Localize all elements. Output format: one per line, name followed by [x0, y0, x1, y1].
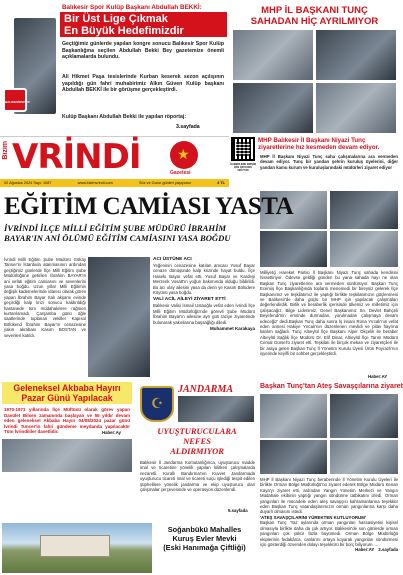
qr-box[interactable]	[229, 136, 257, 186]
crescent-star-icon: ☪	[151, 395, 164, 411]
mhp-top-headline-line-1: MHP İL BAŞKANI TUNÇ	[261, 5, 368, 16]
tunc-ates-photo-1	[260, 394, 327, 438]
akbaba-headline	[2, 382, 132, 404]
jandarma-title: JANDARMA	[178, 384, 234, 395]
tunc-ates-headline: Başkan Tunç'tan Ateş Savaşçılarına ziyaret	[260, 383, 403, 390]
club-badge	[3, 88, 30, 112]
mhp-top-photo-3	[233, 83, 313, 133]
top-story-headline-line-1: Bir Üst Lige Çıkmak	[64, 13, 168, 25]
main-byline: Muhammet Karakaya	[209, 326, 255, 332]
mhp-side-headline: MHP Balıkesir İl Başkanı Niyazi Tunç ziyaretlerine hız kesmeden devam ediyor.	[258, 137, 380, 152]
tunc-ates-byline-text: Haber:AY	[355, 547, 375, 553]
masthead	[0, 136, 229, 186]
akbaba-story	[0, 382, 134, 472]
main-col-2	[153, 257, 255, 381]
main-col-2-text-2: Balıkesir Valisi İsmail Ustaoğlu vefat eden İvrindi İlçe Milli Eğitim Müdürlüğü'nde görevli Şube Müdürü İbrahim Bayar'ın ailesine ayrı gün taziye ziyaretinde bulunarak yakınlarına başsağlığı diledi.	[153, 303, 255, 325]
tunc-ates-photo-3	[260, 440, 327, 474]
top-story	[0, 0, 227, 135]
mhp-top-story	[229, 0, 400, 135]
jandarma-subtitle-1: UYUŞTURUCULARA	[157, 426, 237, 436]
tunc-ates-byline	[260, 547, 398, 552]
mhp-top-headline	[233, 5, 396, 27]
main-story	[0, 187, 294, 381]
tunc-ates-body: MHP İl Başkanı Niyazi Tunç beraberinde İl Yönetim Kurulu Üyeleri ile birlikte Orman Bölge Müdürlüğü'nü ziyaret ederek Bölge Müdürü Kenan Kaya'yı ziyaret etti, ardından Yangın Yönetim Merkezi ve Yangın Müdahale ekibinin yaptığı yangın söndürme tatbikatını izledi. Orman yangınları ile mücadele eden ateş savaşçısı kahramanlarına teşekkür eden Başkan Tunç vatandaşlarımızın orman yangınlarına karşı daha duyarlı olmasını istedi.	[260, 477, 398, 515]
tunc-ates-body-2: Başkan Tunç 'Yaz aylarında orman yangınları hassasiyetini kişisel olmasıyla birlikte daha da çok artıyor. Balıkesir'de son günlerde orman yangınları çok şükür fazla büyümedi. Orman Bölge Müdürlüğü ekiplerinin fedakârca, canlarını ortaya koyarak yangınları söndürmesi için gösterdiği özveriden dolayı teşekkürü bir borç biliyorum. ...	[260, 520, 398, 548]
soganbuku-headline-3: (Eski Hanımağa Çiftliği)	[163, 543, 246, 552]
tunc-ates-story	[258, 382, 403, 575]
tunc-ates-photo-2	[330, 394, 398, 438]
akbaba-headline-line-1: Geleneksel Akbaba Hayırı	[13, 383, 121, 393]
masthead-site[interactable]: www.bizimvrindi.com	[77, 181, 113, 185]
top-story-page-ref: 3.sayfada	[176, 124, 200, 130]
jandarma-photo	[178, 396, 254, 422]
jandarma-emblem	[140, 386, 174, 422]
mhp-top-photo-2	[316, 30, 396, 80]
soganbuku-headline-1: Soğanbükü Mahalles	[167, 525, 242, 534]
main-col-2-heading-2: VALİ ACİL AİLEYİ ZİYARET ETTİ	[153, 297, 226, 303]
jandarma-page-ref: 5.sayfada	[228, 508, 248, 513]
mhp-side-story	[258, 136, 400, 381]
tunc-ates-photo-4	[330, 440, 398, 474]
masthead-slogan: Söz ve Gurur günleri yaşıyoruz	[138, 181, 192, 185]
akbaba-byline: Haber:Ay	[102, 430, 121, 435]
mhp-side-photo-3	[260, 231, 327, 267]
main-headline-subtitle: İVRİNDİ İLÇE MİLLİ EĞİTİM ŞUBE MÜDÜRÜ İBRAHİM BAYAR'IN ANİ ÖLÜMÜ EĞİTİM CAMİASINI YASA BOĞDU	[4, 223, 231, 244]
masthead-info-bar	[0, 179, 229, 187]
akbaba-photo	[2, 439, 132, 472]
main-col-2-text: Yeğeninin cenazesine katılan amcası Yusuf Bayar cenaze dönüşünde kalp krizinde hayat buldu. İlçe Hasekı Bayar vefat etti. Yusuf Bayar ve Kardeşi Merzenk Vosatt'ın yoğun bakımında olduğu bildirildi. Bu acı olay ailesini yasa da derin ye Kasım Bölüdere Köyünü yasa boğdu.	[153, 263, 255, 296]
jandarma-subtitle	[140, 426, 254, 456]
jandarma-body: Balıkesir İl Jandarma Komutanlığınca, uyuşturucu madde imal ve ticaretine yönelik yapılan kilitken çalışmalarda nezaretli. Kurallı Bandırma'nın Kuvvet Jandarmada uyuşturucu ticareti imal ve ticareti suçu işlediği tespit edilen şüphelilere yönelik jandarma ve ekip uyuşturucu olan çalışmalar çerçevesinde ve operasyon düzenlendi.	[140, 460, 255, 493]
top-story-body: Ali Hikmet Paşa tesislerinde Kurban keserek sezon açılışının yapıldığı gün fahri muhabirimiz Alkın Güven Kulüp başkanı Abdullah BEKKİ ile bir görüşme gerçekleştirdi.	[62, 74, 224, 94]
club-badge-text: BALIKESİRSPOR	[5, 100, 30, 104]
masthead-date: 02 Ağustos 2024 Sayı: 1087	[4, 181, 52, 185]
masthead-name: VRİNDİ	[12, 137, 141, 177]
mhp-top-photo-1	[233, 30, 313, 80]
soganbuku-building	[40, 535, 110, 557]
top-story-footer: Kulüp Başkanı Abdullah Bekki ile yapılan röportaj:	[62, 114, 187, 120]
star-icon: ★	[177, 146, 190, 162]
mhp-side-photo-2	[330, 191, 398, 229]
masthead-price: 4 TL	[217, 181, 225, 185]
soganbuku-headline	[154, 525, 255, 552]
qr-code-icon[interactable]	[231, 137, 255, 161]
top-story-lead: Geçtiğimiz günlerde yapılan kongre sonucu Balıkesir Spor Kulüp Başkanlığına seçilen Abdullah Bekki Bey gazetemize önemli açıklamalarda bulundu.	[62, 41, 224, 61]
top-story-headline	[60, 12, 227, 37]
jandarma-subtitle-3: ALDIRMIYOR	[170, 446, 224, 456]
tunc-ates-page-ref: 2.sayfada	[378, 547, 398, 553]
mhp-side-photo-4	[330, 231, 398, 267]
mhp-top-photo-4	[316, 83, 396, 133]
main-col-1: İvrindi Milli Eğitim Şube Müdürü Gökay Tanser'in İstanbula atanmasının ardından geçtiğimiz günlerde İlçe Milli Eğitim Şube Müdürlüğüne getirilen İbrahim BAYAR'ın ani vefatı eğitim camiasını ve sevenlerini yasa boğdu. Uzun yıllar Milli Eğitimin değişik kademelerinde idareci olarak görev yapan İbrahim Bayar Salı akşamı evinde geçirdiği kalp krizi sonucu kaldırıldığı hastanede tüm müdahalelere rağmen kurtarılamadı. Çarşamba günü öğle saatlerinde toplanan vekiller Kapısol Bölükend İbrahim Bayar'ın cenazesine yakın akrabası Kasım BOSTAN ve sevenleri katıldı.	[4, 257, 86, 338]
akbaba-headline-line-2: Pazar Günü Yapılacak	[21, 393, 113, 403]
mhp-side-body: Milliyetçi Hareket Partisi İl Başkanı Niyazi Tunç sahada kendisini hissettiriyor. Ödevse geldiği günden bu yana sahada hayı ne olan Başkan Tunç ziyaretlerine ara vermeden sürdürüyor. Başkan Tunç Ecemiş İlçe Başkanlığında toplantı menemedi bir bireysiz gelerek İlçe Başkanımız ve teşkilatımız ile yaptığı birlikte teşkilatımızın güçlenmesi ve Balıkesir'de daha güçlü bir MHP için yapılacak çalışmaları değerlendirdik. Birlik ve beraberlik içerisinde ülkemiz ve milletimiz için çalışacağız. Bilge Lidenimiz, Genel Başkanımız Sn. Devlet Bahçeli Beyefendi'nin emrinde durmadan, yorulmadan çalışmaya devam edeceğiz' dedi.Başkan Tunç daha sonra İş insanı Rona Yırcalı'nın vefat eden annesi Hakiye Yırcalı'nın düzenlenen mevlidi ve pilav hayrına katılım sağladı. Tunç Altıeylül İlçe Başkanı Alper Okçelik ile beraber Altıeylül Sağlık İlçe Müdürü Dr. Elif Dinar, Altıeylül İlçe Tarım Müdürü Cemal Gürsel'ü ziyaret etti. Teşkilatı ile birçok mekan ve ziyaretçileri ile bir araya gelen Başkan Tunç İl Yönetim Kurulu Üyesi Ürün Poyrazlı'nın işyerinde keyifli bir sohbet gerçekleştirdi.	[260, 270, 398, 357]
jandarma-subtitle-2: NEFES	[183, 436, 211, 446]
mhp-side-lead: MHP İl Başkanı Niyazi Tunç saha çalışmalarına ara vermeden devam ediyor. Tunç bir yandan şehrin kuruluş üyelerini, diğer yandan kamu kurum ve kuruluşlarındaki müdürleri ziyaret ediyor	[260, 154, 398, 170]
tunc-ates-subhead: 'ATEŞ SAVAŞÇILARINI YÜREKTEN KUTLUYORUM'	[260, 514, 366, 520]
main-deceased-photo	[88, 257, 150, 377]
top-story-kicker: Balıkesir Spor Kulüp Başkanı Abdullah BEKKİ:	[62, 4, 202, 11]
soganbuku-headline-2: Kuruş Evler Mevki	[172, 534, 237, 543]
mhp-top-headline-line-2: SAHADAN HİÇ AYRILMIYOR	[250, 16, 379, 27]
masthead-logo	[170, 141, 198, 169]
tunc-ates-text	[260, 477, 398, 573]
masthead-subname: Gazetesi	[170, 170, 191, 176]
main-headline-title: EĞİTİM CAMİASI YASTA	[4, 193, 294, 220]
main-col-2-heading: ACI ÜSTÜNE ACI	[153, 257, 192, 262]
akbaba-body: 1970-1971 yıllarında İlçe Müftüsü olarak görev yapan Davület Bilsen zamanında başlayan ve 55 yıldır devam eden geleneksel Akbaba Hayırı 04/08/2024 pazar günü İvrindi Tuncer'in fahri gündeme meydanda yapılacaktır Tüm İvrindililer davetlidir.	[4, 407, 130, 435]
soganbuku-story	[0, 473, 257, 575]
masthead-prefix: Bizim	[2, 141, 9, 160]
top-story-headline-line-2: En Büyük Hedefimizdir	[64, 25, 184, 37]
qr-caption: HABERLERE ERİŞİM İÇİN QR KODU OKUTUN	[230, 163, 256, 172]
mhp-side-byline: Haber:AY	[368, 374, 388, 379]
